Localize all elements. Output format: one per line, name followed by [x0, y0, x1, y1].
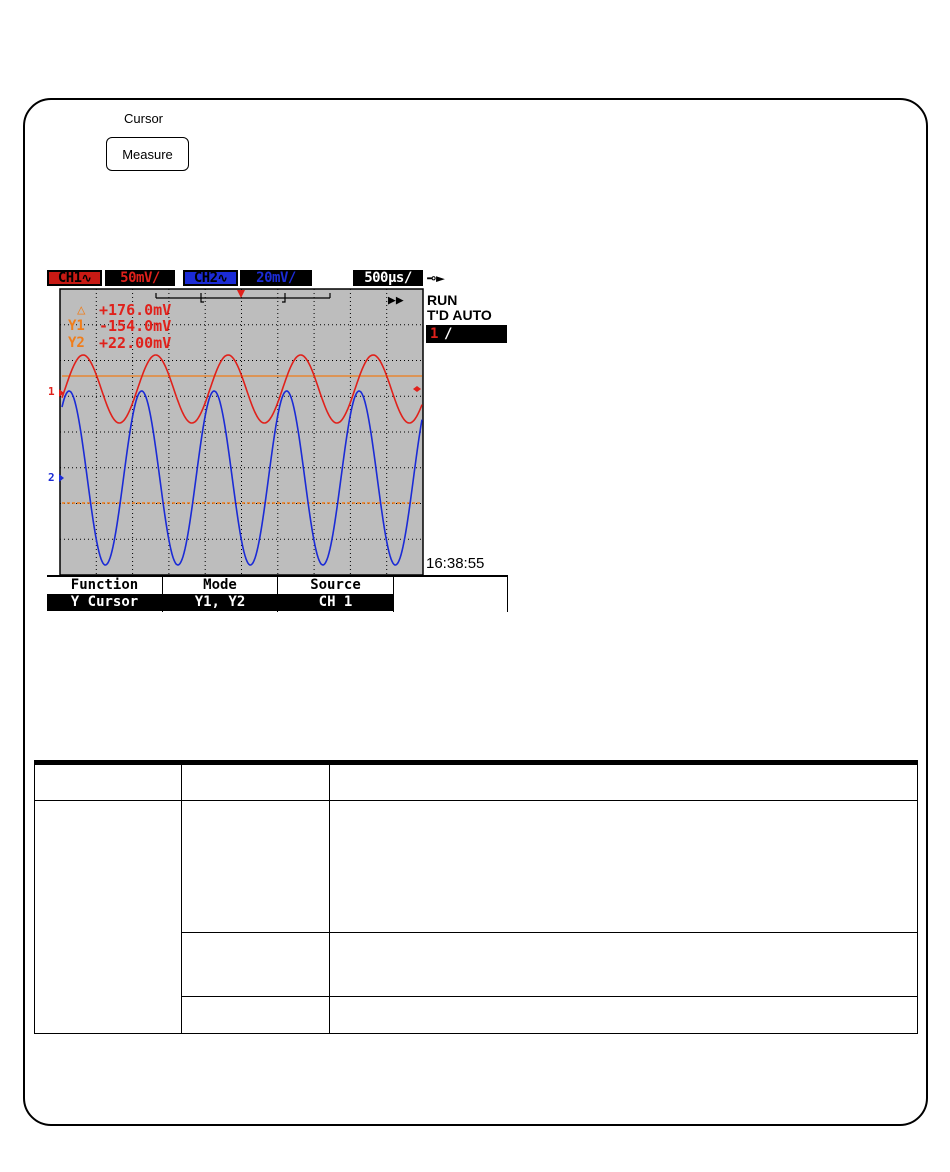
table-cell	[182, 801, 330, 933]
table-top-rule	[34, 760, 918, 765]
ch2-marker-label: 2	[48, 471, 55, 484]
fast-forward-icon: ▶▶	[388, 293, 404, 308]
measure-key-button[interactable]	[106, 137, 189, 171]
trigger-source-bar[interactable]	[426, 325, 507, 343]
table-header-row	[35, 761, 918, 801]
softkey-function-label: Function	[70, 577, 139, 593]
coupling-icon: ∿	[81, 271, 92, 285]
y1-value: -154.0mV	[99, 317, 172, 335]
softkey-source-label: Source	[310, 577, 361, 593]
description-table	[34, 760, 918, 1034]
trigger-source: 1	[430, 326, 439, 342]
table-row	[35, 801, 918, 933]
ch2-scale: 20mV/	[256, 270, 296, 286]
measure-key-label: Measure	[122, 146, 173, 162]
coupling-icon: ∿	[217, 271, 228, 285]
table-cell	[182, 997, 330, 1034]
table-cell	[35, 761, 182, 801]
timebase-value: 500µs/	[364, 270, 412, 286]
trigger-mode: T'D AUTO	[427, 307, 492, 323]
trigger-slope-icon: /	[444, 326, 453, 342]
key-caption: Cursor	[124, 111, 164, 126]
oscilloscope-screen	[47, 268, 508, 613]
y2-label: Y2	[68, 335, 85, 351]
delta-label: △	[77, 302, 86, 318]
ch2-name: CH2	[193, 270, 218, 286]
status-sidebar	[425, 290, 508, 575]
softkey-empty[interactable]	[394, 576, 508, 612]
table-cell	[330, 933, 918, 997]
table-cell	[182, 761, 330, 801]
y1-label: Y1	[68, 318, 85, 334]
softkey-function[interactable]	[47, 576, 163, 612]
softkey-source[interactable]	[278, 576, 394, 612]
ch1-scale: 50mV/	[120, 270, 160, 286]
softkey-mode-label: Mode	[203, 577, 237, 593]
power-plug-icon: ⊸►	[427, 269, 446, 287]
table-cell	[330, 761, 918, 801]
y2-value: +22.00mV	[99, 334, 172, 352]
run-state: RUN	[427, 292, 458, 308]
table-cell	[35, 801, 182, 1034]
softkey-function-value: Y Cursor	[47, 594, 162, 611]
table-cell	[330, 801, 918, 933]
table-cell	[330, 997, 918, 1034]
delta-value: +176.0mV	[99, 301, 172, 319]
ch1-name: CH1	[57, 270, 82, 286]
softkey-mode[interactable]	[163, 576, 278, 612]
ch1-marker-label: 1	[48, 385, 55, 398]
softkey-mode-value: Y1, Y2	[163, 594, 277, 611]
clock-time: 16:38:55	[426, 555, 485, 572]
table-cell	[182, 933, 330, 997]
softkey-source-value: CH 1	[278, 594, 393, 611]
